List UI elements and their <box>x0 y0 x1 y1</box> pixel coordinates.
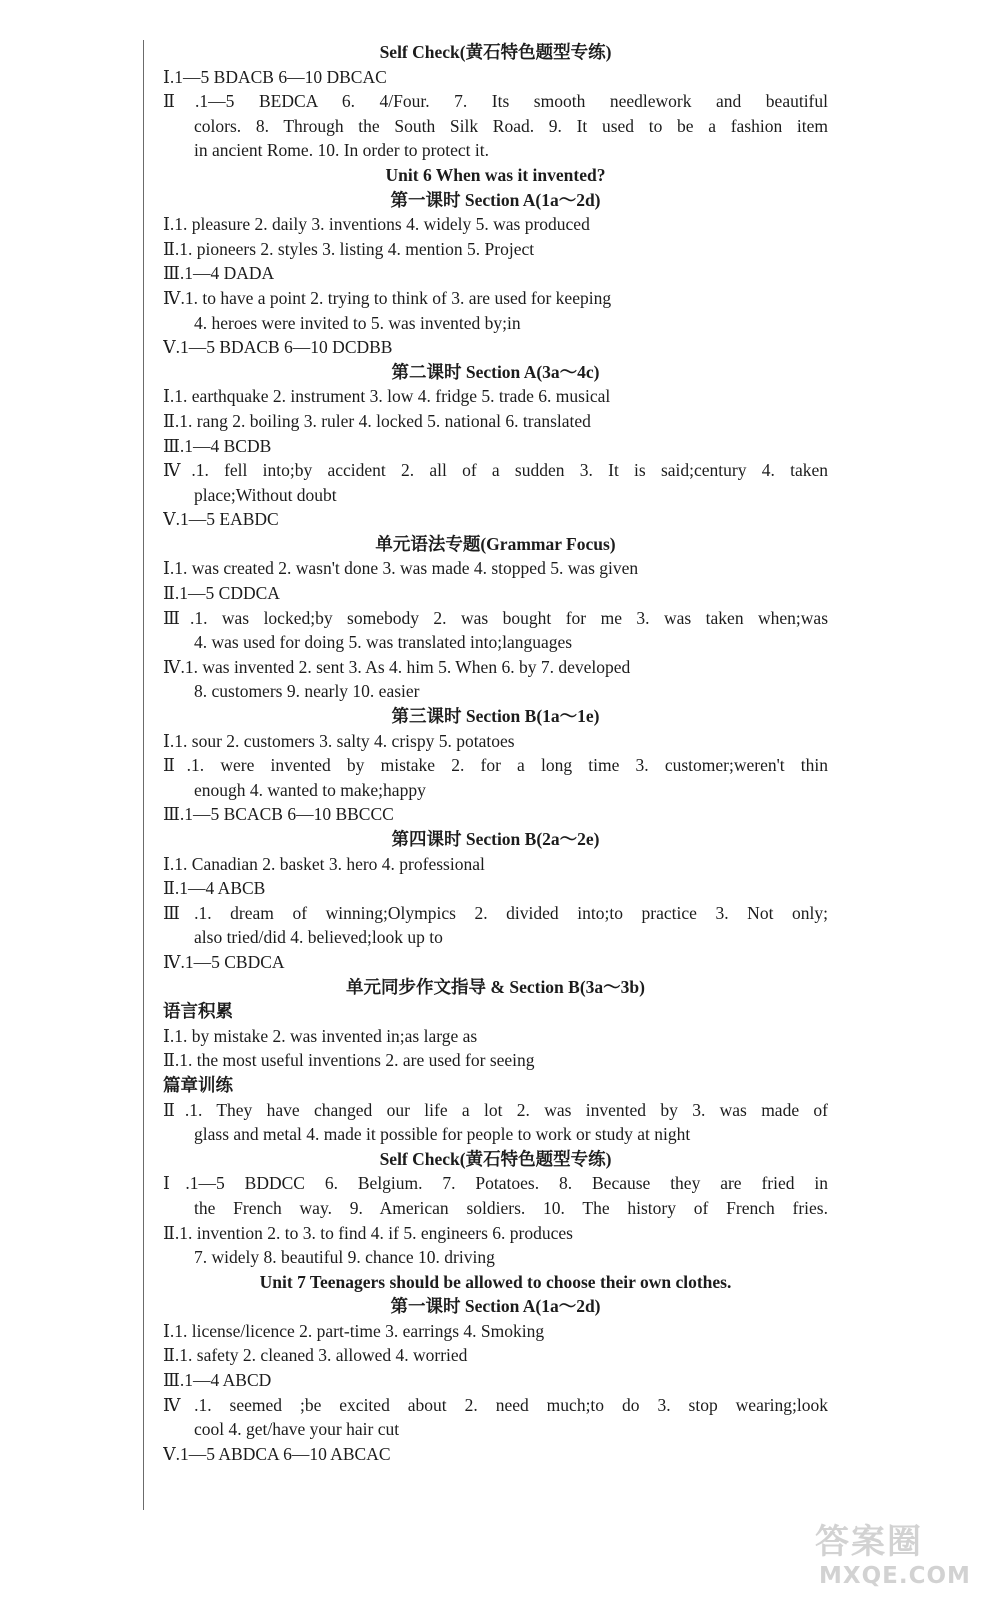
answer-line: Ⅰ.1. pleasure 2. daily 3. inventions 4. widely 5. was produced <box>163 214 590 235</box>
answer-line: Ⅰ.1. license/licence 2. part-time 3. earrings 4. Smoking <box>163 1320 545 1341</box>
answer-line: Ⅰ.1. was created 2. wasn't done 3. was made 4. stopped 5. was given <box>163 558 639 579</box>
answer-line: Ⅳ.1—5 CBDCA <box>163 951 285 972</box>
answer-line: Ⅴ.1—5 ABDCA 6—10 ABCAC <box>163 1443 391 1464</box>
answer-line: 4. heroes were invited to 5. was invented by;in <box>194 312 521 333</box>
watermark-logo: 答案圈 <box>815 1522 923 1562</box>
answer-line: colors. 8. Through the South Silk Road. 9. It used to be a fashion item <box>194 115 828 136</box>
answer-line: Ⅱ.1. They have changed our life a lot 2. was invented by 3. was made of <box>163 1099 828 1120</box>
answer-line: place;Without doubt <box>194 484 337 505</box>
answer-line: Ⅱ.1. pioneers 2. styles 3. listing 4. mention 5. Project <box>163 238 535 259</box>
section-heading: 单元同步作文指导 & Section B(3a～3b) <box>346 976 645 997</box>
answer-line: cool 4. get/have your hair cut <box>194 1419 400 1440</box>
section-heading: 第一课时 Section A(1a～2d) <box>390 189 601 210</box>
answer-line: Ⅱ.1. rang 2. boiling 3. ruler 4. locked 5. national 6. translated <box>163 410 591 431</box>
section-heading: Self Check(黄石特色题型专练) <box>379 42 612 62</box>
answer-line: Ⅰ.1. Canadian 2. basket 3. hero 4. professional <box>163 853 485 874</box>
answer-line: Ⅱ.1. safety 2. cleaned 3. allowed 4. worried <box>163 1345 468 1366</box>
section-heading: 单元语法专题(Grammar Focus) <box>375 533 616 554</box>
answer-line: Ⅰ.1. earthquake 2. instrument 3. low 4. fridge 5. trade 6. musical <box>163 386 611 407</box>
section-heading: Unit 7 Teenagers should be allowed to choose their own clothes. <box>259 1271 732 1292</box>
answer-line: Ⅰ.1—5 BDDCC 6. Belgium. 7. Potatoes. 8. Because they are fried in <box>163 1173 828 1194</box>
answer-line: Ⅰ.1—5 BDACB 6—10 DBCAC <box>163 66 387 87</box>
answer-line: Ⅱ.1. were invented by mistake 2. for a long time 3. customer;weren't thin <box>163 755 828 776</box>
watermark <box>815 1522 985 1594</box>
section-heading: 语言积累 <box>163 1001 233 1022</box>
answer-line: Ⅲ.1—5 BCACB 6—10 BBCCC <box>163 804 394 825</box>
answer-line: Ⅱ.1—5 BEDCA 6. 4/Four. 7. Its smooth needlework and beautiful <box>163 91 828 112</box>
answer-line: Ⅱ.1—4 ABCB <box>163 878 266 899</box>
answer-line: Ⅰ.1. by mistake 2. was invented in;as large as <box>163 1025 478 1046</box>
answer-line: Ⅱ.1. the most useful inventions 2. are used for seeing <box>163 1050 535 1071</box>
answer-line: Ⅲ.1—4 DADA <box>163 263 275 284</box>
answer-line: Ⅳ.1. seemed ;be excited about 2. need much;to do 3. stop wearing;look <box>163 1394 828 1415</box>
answer-line: Ⅲ.1—4 BCDB <box>163 435 272 456</box>
answer-line: in ancient Rome. 10. In order to protect it. <box>194 140 489 161</box>
section-heading: 篇章训练 <box>163 1074 233 1095</box>
answer-key-page <box>163 40 828 1466</box>
section-heading: Self Check(黄石特色题型专练) <box>379 1148 612 1169</box>
answer-line: Ⅲ.1. was locked;by somebody 2. was bought for me 3. was taken when;was <box>163 607 828 628</box>
section-heading: 第三课时 Section B(1a～1e) <box>391 706 600 727</box>
answer-line: Ⅳ.1. to have a point 2. trying to think of 3. are used for keeping <box>163 287 612 308</box>
section-heading: 第一课时 Section A(1a～2d) <box>390 1296 601 1317</box>
answer-line: Ⅱ.1—5 CDDCA <box>163 583 280 604</box>
answer-line: Ⅲ.1—4 ABCD <box>163 1370 272 1391</box>
section-heading: 第二课时 Section A(3a～4c) <box>391 361 600 382</box>
answer-line: Ⅰ.1. sour 2. customers 3. salty 4. crispy 5. potatoes <box>163 730 515 751</box>
answer-line: 4. was used for doing 5. was translated into;languages <box>194 632 573 653</box>
answer-line: 8. customers 9. nearly 10. easier <box>194 681 420 702</box>
answer-line: also tried/did 4. believed;look up to <box>194 927 443 948</box>
answer-line: Ⅱ.1. invention 2. to 3. to find 4. if 5. engineers 6. produces <box>163 1222 573 1243</box>
answer-line: Ⅲ.1. dream of winning;Olympics 2. divided into;to practice 3. Not only; <box>163 902 828 923</box>
section-heading: Unit 6 When was it invented? <box>385 164 606 185</box>
answer-line: Ⅴ.1—5 BDACB 6—10 DCDBB <box>163 337 393 358</box>
answer-line: the French way. 9. American soldiers. 10. The history of French fries. <box>194 1197 828 1218</box>
answer-line: glass and metal 4. made it possible for people to work or study at night <box>194 1124 691 1145</box>
answer-line: 7. widely 8. beautiful 9. chance 10. driving <box>194 1247 495 1268</box>
answer-line: Ⅳ.1. was invented 2. sent 3. As 4. him 5. When 6. by 7. developed <box>163 656 631 677</box>
watermark-url: MXQE.COM <box>819 1563 971 1589</box>
answer-line: Ⅳ.1. fell into;by accident 2. all of a sudden 3. It is said;century 4. taken <box>163 460 828 481</box>
answer-line: enough 4. wanted to make;happy <box>194 779 426 800</box>
margin-rule <box>143 40 144 1510</box>
section-heading: 第四课时 Section B(2a～2e) <box>391 829 600 849</box>
answer-line: Ⅴ.1—5 EABDC <box>163 509 279 530</box>
